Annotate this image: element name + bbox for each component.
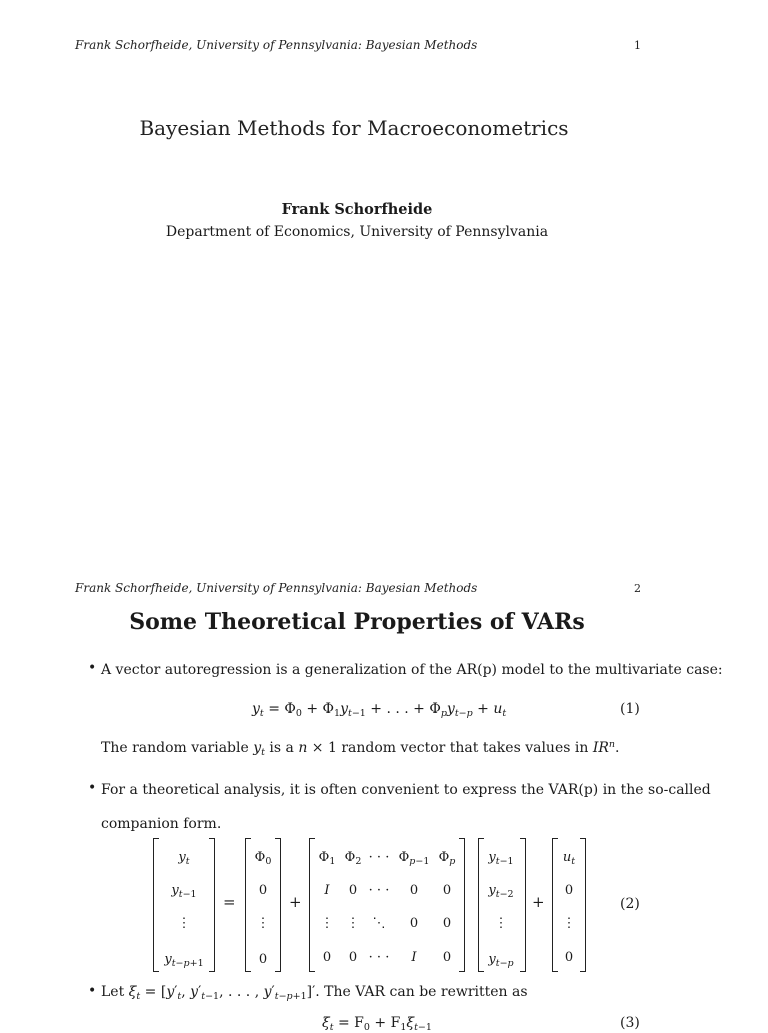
running-head-page1: Frank Schorfheide, University of Pennsylvania: Bayesian Methods [75,38,478,52]
bullet1-text: A vector autoregression is a generalization of the AR(p) model to the multivariate case: [101,662,723,678]
section-title: Some Theoretical Properties of VARs [129,609,585,635]
equation-3-number: (3) [620,1015,640,1031]
bullet-marker: • [88,660,97,676]
equation-2-number: (2) [620,896,640,912]
document-title: Bayesian Methods for Macroeconometrics [139,116,569,140]
bullet-marker: • [88,983,97,999]
bullet2-line2: companion form. [101,816,222,832]
equation-3-partial: $\xi_t = F_0 + F_1\xi_{t-1}$ [322,1015,432,1033]
author-affiliation: Department of Economics, University of Pennsylvania [165,224,549,240]
bullet2-line1: For a theoretical analysis, it is often convenient to express the VAR(p) in the so-called [101,782,711,798]
equation-1: $y_t = \Phi_0 + \Phi_1y_{t-1}$ + . . . + $\Phi_py_{t-p} + u_t$ [252,701,507,719]
page-number-2: 2 [634,582,641,595]
page-number-1: 1 [634,39,641,52]
author-name: Frank Schorfheide [281,201,433,218]
bullet-marker: • [88,780,97,796]
random-variable-text: The random variable $y_t$ is a n × 1 random vector that takes values in $IR^n$. [101,739,620,758]
equation-1-number: (1) [620,701,640,717]
running-head-page2: Frank Schorfheide, University of Pennsylvania: Bayesian Methods [75,581,478,595]
bullet3-text: Let $\xi_t = [y'_t$, $y'_{t-1}$, . . . , $y'_{t-p+1}]'$. The VAR can be rewritten as [101,984,528,1002]
